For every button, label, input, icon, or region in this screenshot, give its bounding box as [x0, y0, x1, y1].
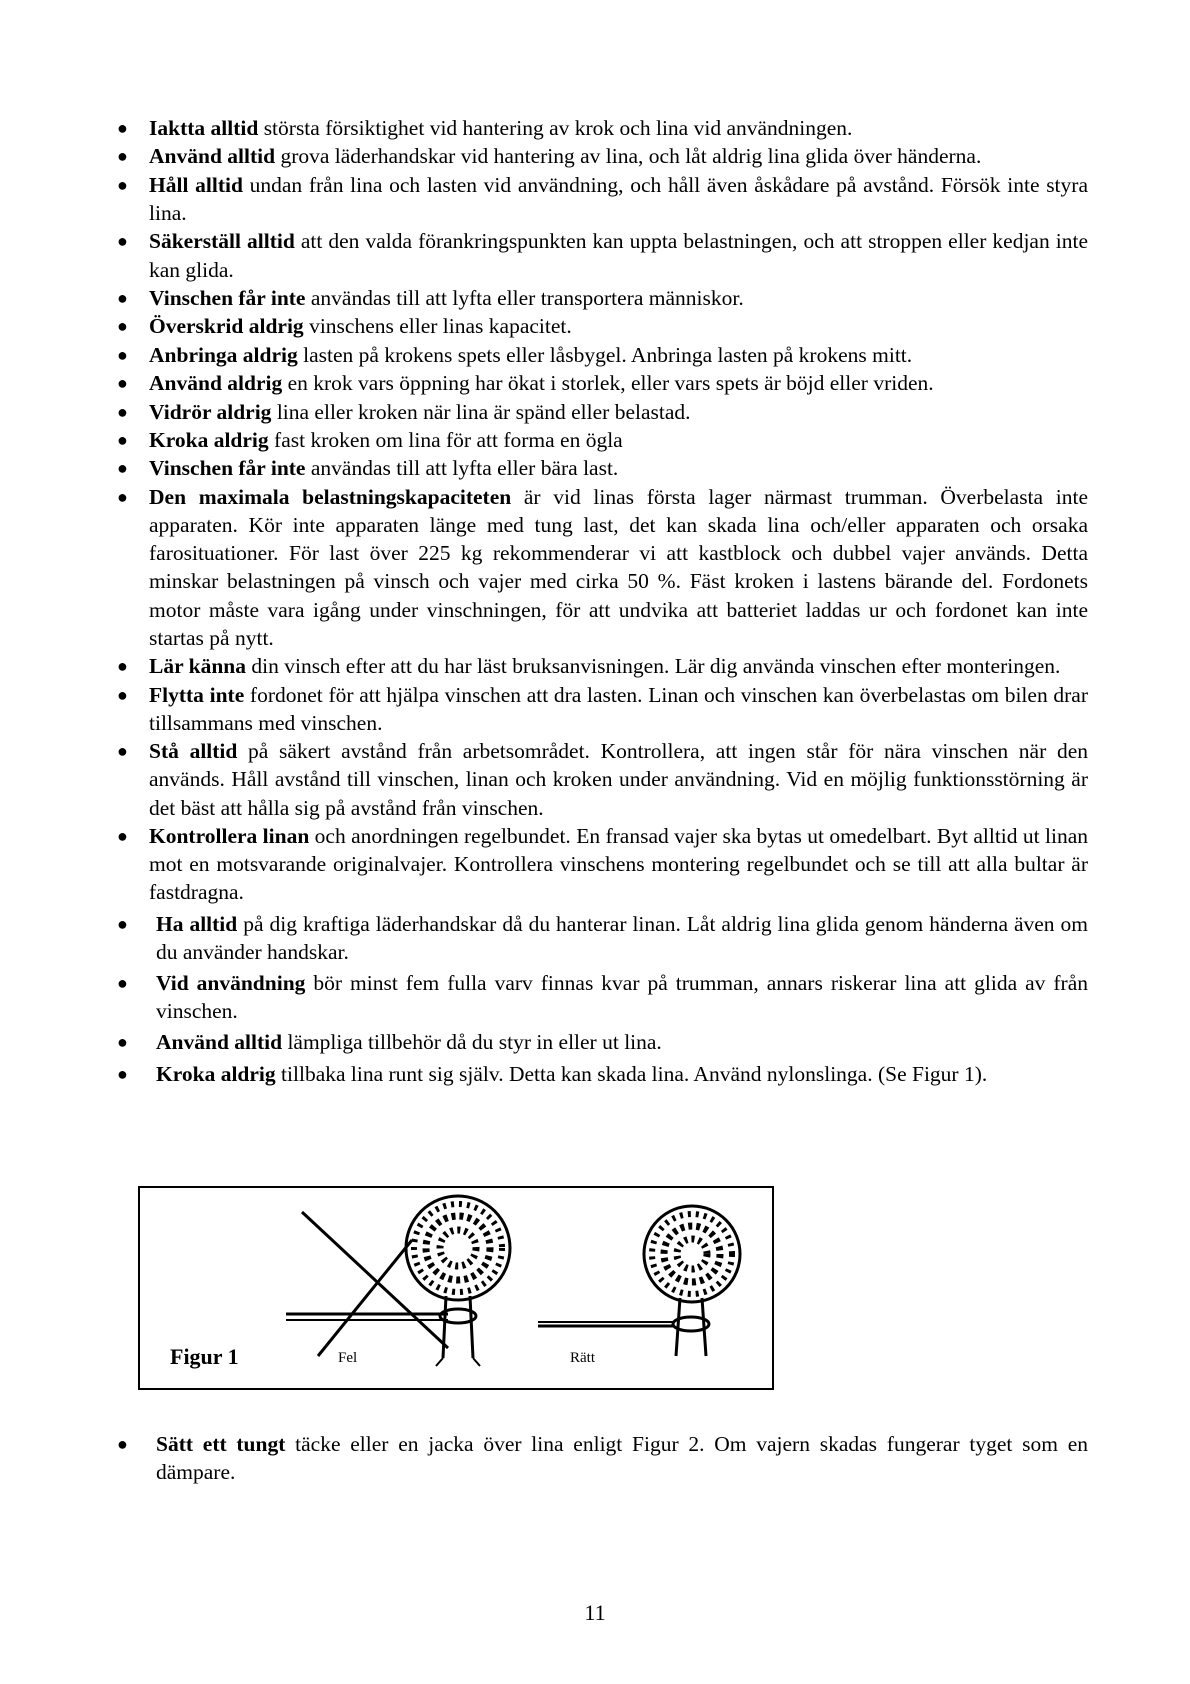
bullet-bold-lead: Flytta inte	[149, 682, 245, 707]
bullet-icon: ●	[117, 401, 128, 422]
bullet-icon: ●	[117, 373, 128, 394]
right-caption: Rätt	[570, 1350, 595, 1366]
bullet-bold-lead: Kroka aldrig	[149, 427, 269, 452]
list-item	[116, 341, 1088, 369]
page-content	[116, 114, 1088, 1088]
bullet-bold-lead: Kontrollera linan	[149, 823, 310, 848]
bullet-text: användas till att lyfta eller bära last.	[305, 456, 619, 481]
bullet-text: bör minst fem fulla varv finnas kvar på trumman, annars riskerar lina att glida av från vinschen.	[156, 970, 1088, 1024]
list-item	[116, 142, 1088, 170]
list-item	[116, 227, 1088, 283]
safety-bullet-list	[116, 114, 1088, 1088]
bullet-text: fordonet för att hjälpa vinschen att dra lasten. Linan och vinschen kan överbelastas om bilen drar tillsammans med vinschen.	[149, 682, 1088, 735]
bullet-text: på dig kraftiga läderhandskar då du hanterar linan. Låt aldrig lina glida genom händerna även om du använder handskar.	[156, 911, 1089, 964]
bullet-icon: ●	[117, 486, 128, 507]
bullet-bold-lead: Anbringa aldrig	[149, 342, 298, 367]
bullet-icon: ●	[117, 825, 128, 846]
right-tree-icon	[644, 1206, 740, 1356]
bullet-text: undan från lina och lasten vid användning, och håll även åskådare på avstånd. Försök inte styra lina.	[149, 172, 1088, 225]
bullet-icon: ●	[117, 146, 128, 167]
bullet-text: att den valda förankringspunkten kan uppta belastningen, och att stroppen eller kedjan inte kan glida.	[149, 229, 1088, 282]
bullet-text: största försiktighet vid hantering av krok och lina vid användningen.	[258, 116, 853, 140]
right-rope-line	[538, 1322, 673, 1326]
bullet-bold-lead: Sätt ett tungt	[156, 1432, 286, 1456]
bullet-icon: ●	[117, 1032, 128, 1053]
bullet-bold-lead: Säkerställ alltid	[149, 229, 295, 254]
page-number: 11	[584, 1600, 606, 1625]
bullet-icon: ●	[117, 741, 128, 762]
list-item	[116, 369, 1088, 397]
list-item	[116, 969, 1088, 1025]
bullet-icon: ●	[117, 231, 128, 252]
bullet-text: lämpliga tillbehör då du styr in eller ut lina.	[282, 1030, 662, 1055]
bullet-text: lasten på krokens spets eller låsbygel. Anbringa lasten på krokens mitt.	[297, 342, 913, 367]
bullet-bold-lead: Vid användning	[156, 970, 306, 995]
list-item	[116, 483, 1088, 652]
bullet-icon: ●	[117, 458, 128, 479]
bullet-bold-lead: Den maximala belastningskapaciteten	[149, 484, 512, 509]
bullet-icon: ●	[117, 316, 128, 337]
bullet-bold-lead: Använd alltid	[149, 144, 276, 169]
bullet-bold-lead: Använd alltid	[156, 1030, 283, 1055]
bullet-bold-lead: Håll alltid	[149, 172, 243, 197]
list-item	[116, 1028, 1088, 1056]
bullet-icon: ●	[117, 972, 128, 993]
bullet-text: tillbaka lina runt sig själv. Detta kan skada lina. Använd nylonslinga. (Se Figur 1).	[275, 1061, 988, 1086]
bullet-bold-lead: Vinschen får inte	[149, 285, 306, 310]
bullet-text: din vinsch efter att du har läst bruksanvisningen. Lär dig använda vinschen efter monteringen.	[246, 654, 1061, 679]
bullet-icon: ●	[117, 429, 128, 450]
figure-1	[138, 1186, 774, 1390]
bullet-icon: ●	[117, 118, 128, 138]
after-figure-section	[116, 1427, 1088, 1487]
bullet-bold-lead: Vidrör aldrig	[149, 399, 272, 424]
bullet-text: en krok vars öppning har ökat i storlek, eller vars spets är böjd eller vriden.	[282, 371, 934, 396]
bullet-text: användas till att lyfta eller transportera människor.	[305, 285, 744, 310]
bullet-text: täcke eller en jacka över lina enligt Figur 2. Om vajern skadas fungerar tyget som en dämpare.	[156, 1432, 1088, 1485]
bullet-text: grova läderhandskar vid hantering av lina, och låt aldrig lina glida över händerna.	[275, 144, 982, 169]
bullet-icon: ●	[117, 287, 128, 308]
list-item	[116, 398, 1088, 426]
bullet-bold-lead: Använd aldrig	[149, 371, 283, 396]
bullet-bold-lead: Vinschen får inte	[149, 456, 306, 481]
bullet-text: och anordningen regelbundet. En fransad vajer ska bytas ut omedelbart. Byt alltid ut linan mot en motsvarande originalvajer. Kontrollera vinschens montering regelbundet och se till att alla bultar är fastdragna.	[149, 823, 1088, 905]
list-item	[116, 910, 1088, 966]
bullet-bold-lead: Ha alltid	[156, 911, 238, 936]
bullet-bold-lead: Överskrid aldrig	[149, 314, 304, 339]
after-figure-bullet-list	[116, 1430, 1088, 1486]
bullet-text: fast kroken om lina för att forma en ögla	[268, 427, 623, 452]
bullet-bold-lead: Stå alltid	[149, 739, 238, 764]
list-item	[116, 284, 1088, 312]
bullet-bold-lead: Kroka aldrig	[156, 1061, 276, 1086]
list-item	[116, 1430, 1088, 1486]
list-item	[116, 681, 1088, 737]
list-item	[116, 312, 1088, 340]
list-item	[116, 454, 1088, 482]
bullet-icon: ●	[117, 1063, 128, 1084]
bullet-icon: ●	[117, 656, 128, 677]
list-item	[116, 822, 1088, 907]
list-item	[116, 1060, 1088, 1088]
bullet-bold-lead: Iaktta alltid	[149, 116, 259, 140]
list-item	[116, 114, 1088, 142]
bullet-icon: ●	[117, 174, 128, 195]
list-item	[116, 171, 1088, 227]
bullet-icon: ●	[117, 684, 128, 705]
bullet-text: är vid linas första lager närmast trumman. Överbelasta inte apparaten. Kör inte apparaten länge med tung last, det kan skada lina och/eller apparaten och orsaka farosituationer. För last över 225 kg rekommenderar vi att kastblock och dubbel vajer används. Detta minskar belastningen på vinsch och vajer med cirka 50 %. Fäst kroken i lastens bärande del. Fordonets motor måste vara igång under vinschningen, för att undvika att batteriet laddas ur och fordonet kan inte startas på nytt.	[149, 484, 1088, 650]
bullet-icon: ●	[117, 344, 128, 365]
list-item	[116, 426, 1088, 454]
list-item	[116, 737, 1088, 822]
bullet-icon: ●	[117, 1434, 128, 1454]
list-item	[116, 652, 1088, 680]
wrong-caption: Fel	[338, 1350, 358, 1366]
wrong-tree-icon	[406, 1196, 510, 1366]
figure-label: Figur 1	[170, 1344, 239, 1369]
bullet-text: på säkert avstånd från arbetsområdet. Kontrollera, att ingen står för nära vinschen när den används. Håll avstånd till vinschen, linan och kroken under användning. Vid en möjlig funktionsstörning är det bäst att hålla sig på avstånd från vinschen.	[149, 739, 1088, 820]
bullet-icon: ●	[117, 913, 128, 934]
bullet-text: lina eller kroken när lina är spänd eller belastad.	[271, 399, 691, 424]
bullet-text: vinschens eller linas kapacitet.	[303, 314, 572, 339]
bullet-bold-lead: Lär känna	[149, 654, 246, 679]
